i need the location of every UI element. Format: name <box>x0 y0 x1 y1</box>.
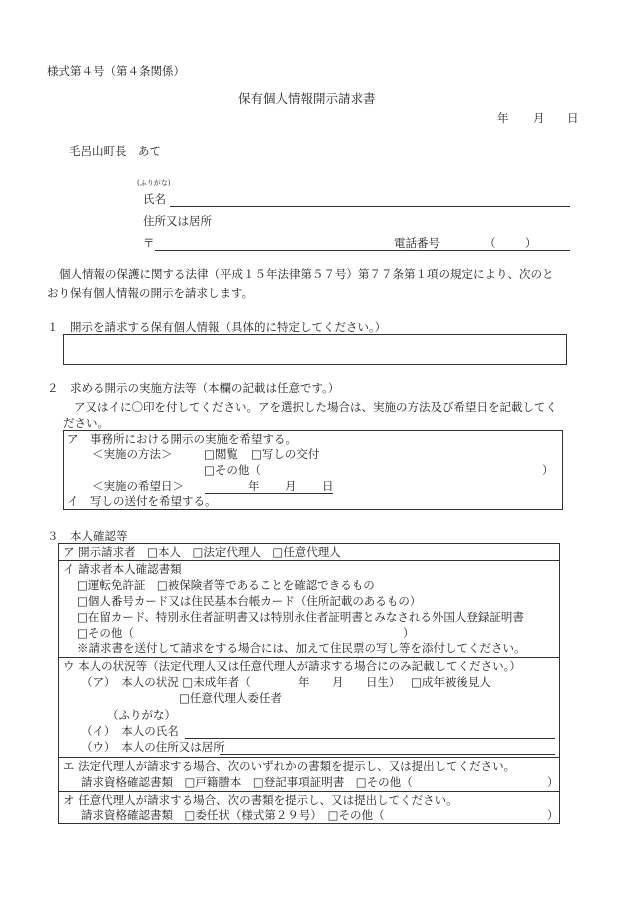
row-b-item-3[interactable]: □在留カード、特別永住者証明書又は特別永住者証明書とみなされる外国人登録証明書 <box>77 610 524 624</box>
preferred-date-year: 年 <box>248 479 260 493</box>
section-1-heading: １ 開示を請求する保有個人情報（具体的に特定してください。） <box>47 320 387 334</box>
date-month: 月 <box>533 111 545 125</box>
preferred-date-day: 日 <box>322 479 334 493</box>
row-b-item-2[interactable]: □個人番号カード又は住民基本台帳カード（住所記載のあるもの） <box>77 594 422 608</box>
option-a-office[interactable]: ア 事務所における開示の実施を希望する。 <box>67 432 297 446</box>
name-label: 氏名 <box>143 192 166 206</box>
row-c-address-line[interactable] <box>220 754 555 755</box>
row-c-name-line[interactable] <box>185 738 555 739</box>
row-e-close: ） <box>547 808 559 822</box>
row-b-note: ※請求書を送付して請求をする場合には、加えて住民票の写し等を添付してください。 <box>77 641 526 655</box>
row-divider <box>58 757 560 758</box>
row-c-delegator[interactable]: □任意代理人委任者 <box>179 691 282 705</box>
name-field-line[interactable] <box>170 206 570 207</box>
preferred-date-month: 月 <box>285 479 297 493</box>
row-d-title: エ 法定代理人が請求する場合、次のいずれかの書類を提示し、又は提出してください。 <box>63 759 516 773</box>
page-title: 保有個人情報開示請求書 <box>238 91 376 106</box>
row-b-item-4-close: ） <box>403 626 415 640</box>
method-other-close: ） <box>542 463 554 477</box>
phone-paren-close: ） <box>525 236 537 250</box>
method-view-checkbox[interactable]: □閲覧 <box>204 447 238 461</box>
intro-line-1: 個人情報の保護に関する法律（平成１５年法律第５７号）第７７条第１項の規定により、次のと <box>59 267 554 281</box>
row-e-docs[interactable]: 請求資格確認書類 □委任状（様式第２９号） □その他（ <box>81 808 385 822</box>
date-year: 年 <box>497 111 509 125</box>
method-other-checkbox[interactable]: □その他（ <box>204 463 261 477</box>
row-b-item-1[interactable]: □運転免許証 □被保険者等であることを確認できるもの <box>77 578 375 592</box>
address-label: 住所又は居所 <box>143 214 212 228</box>
postal-mark: 〒 <box>143 236 155 250</box>
section-2-heading: ２ 求める開示の実施方法等（本欄の記載は任意です。） <box>47 381 340 395</box>
row-c-status[interactable]: （ア） 本人の状況 □未成年者（ <box>81 675 251 689</box>
row-c-title: ウ 本人の状況等（法定代理人又は任意代理人が請求する場合にのみ記載してください。） <box>63 659 521 673</box>
row-d-close: ） <box>547 775 559 789</box>
row-c-name-label: （イ） 本人の氏名 <box>81 724 179 738</box>
row-b-title: イ 請求者本人確認書類 <box>63 562 182 576</box>
furigana-label: (ふりがな) <box>137 179 171 187</box>
section-3-heading: ３ 本人確認等 <box>47 529 128 543</box>
date-day: 日 <box>567 111 579 125</box>
intro-line-2: おり保有個人情報の開示を請求します。 <box>47 286 254 300</box>
method-label: ＜実施の方法＞ <box>92 447 173 461</box>
row-c-month: 月 <box>332 675 344 689</box>
address-field-line[interactable] <box>155 250 570 251</box>
row-e-title: オ 任意代理人が請求する場合、次の書類を提示し、又は提出してください。 <box>63 793 458 807</box>
addressee: 毛呂山町長 あて <box>69 144 161 158</box>
phone-paren-open: （ <box>484 236 496 250</box>
row-divider <box>58 560 560 561</box>
row-c-furigana: （ふりがな） <box>107 708 176 722</box>
phone-label: 電話番号 <box>394 236 440 250</box>
preferred-date-line[interactable] <box>205 493 333 494</box>
row-divider <box>58 791 560 792</box>
row-c-birth: 日生） <box>366 675 401 689</box>
row-c-adult-ward[interactable]: □成年被後見人 <box>411 675 491 689</box>
row-c-address-label: （ウ） 本人の住所又は居所 <box>81 740 225 754</box>
row-divider <box>58 657 560 658</box>
form-number: 様式第４号（第４条関係） <box>47 64 185 78</box>
row-c-year: 年 <box>298 675 310 689</box>
option-b-mail[interactable]: イ 写しの送付を希望する。 <box>67 494 217 508</box>
requested-info-field[interactable] <box>63 334 567 365</box>
method-copy-checkbox[interactable]: □写しの交付 <box>251 447 320 461</box>
row-b-item-4[interactable]: □その他（ <box>77 626 134 640</box>
row-a-requester-type[interactable]: ア 開示請求者 □本人 □法定代理人 □任意代理人 <box>63 545 341 559</box>
section-2-note-2: ださい。 <box>63 416 109 430</box>
preferred-date-label: ＜実施の希望日＞ <box>92 479 184 493</box>
row-d-docs[interactable]: 請求資格確認書類 □戸籍謄本 □登記事項証明書 □その他（ <box>81 775 413 789</box>
section-2-note-1: ア又はイに〇印を付してください。アを選択した場合は、実施の方法及び希望日を記載してく <box>74 400 557 414</box>
